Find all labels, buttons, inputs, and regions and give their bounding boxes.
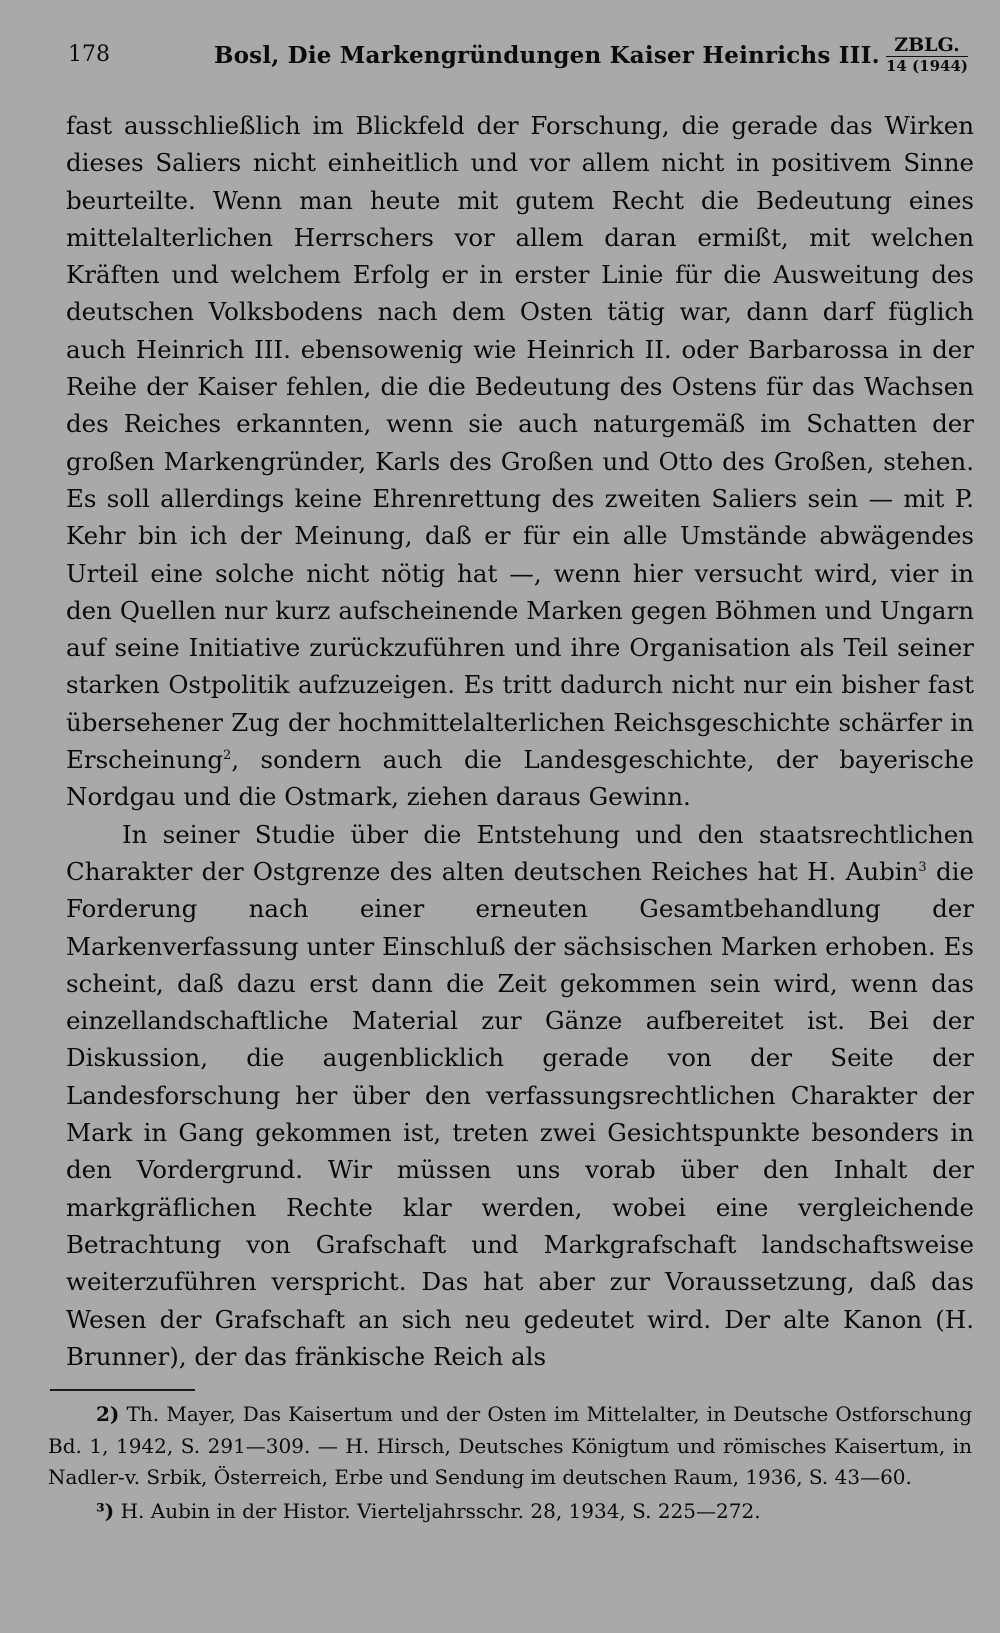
page-number: 178 [68,42,110,67]
paragraph [66,816,974,1375]
paragraph-text: , sondern auch die Landesgeschichte, der bayerische Nordgau und die Ostmark, ziehen daraus Gewinn. [66,745,974,812]
running-title: Bosl, Die Markengründungen Kaiser Heinrichs III. [214,42,880,69]
journal-volume: 14 (1944) [885,57,968,75]
footnote-reference: 3 [918,859,927,875]
footnotes [48,1399,972,1527]
paragraph [66,107,974,816]
footnote-text: H. Aubin in der Histor. Vierteljahrsschr. 28, 1934, S. 225—272. [120,1498,761,1523]
footnote [48,1399,972,1494]
footnote-divider [50,1389,195,1391]
journal-abbreviation: ZBLG. [886,36,968,57]
paragraph-text: fast ausschließlich im Blickfeld der Forschung, die gerade das Wirken dieses Saliers nicht einheitlich und vor allem nicht in positivem Sinne beurteilte. Wenn man heute mit gutem Recht die Bedeutung eines mittelalterlichen Herrschers vor allem daran ermißt, mit welchen Kräften und welchem Erfolg er in erster Linie für die Ausweitung des deutschen Volksbodens nach dem Osten tätig war, dann darf füglich auch Heinrich III. ebensowenig wie Heinrich II. oder Barbarossa in der Reihe der Kaiser fehlen, die die Bedeutung des Ostens für das Wachsen des Reiches erkannten, wenn sie auch naturgemäß im Schatten der großen Markengründer, Karls des Großen und Otto des Großen, stehen. Es soll allerdings keine Ehrenrettung des zweiten Saliers sein — mit P. Kehr bin ich der Meinung, daß er für ein alle Umstände abwägendes Urteil eine solche nicht nötig hat —, wenn hier versucht wird, vier in den Quellen nur kurz aufscheinende Marken gegen Böhmen und Ungarn auf seine Initiative zurückzuführen und ihre Organisation als Teil seiner starken Ostpolitik aufzuzeigen. Es tritt dadurch nicht nur ein bisher fast übersehener Zug der hochmittelalterlichen Reichsgeschichte schärfer in Erscheinung [66,111,974,775]
footnote [48,1496,972,1528]
paragraph-text: In seiner Studie über die Entstehung und den staatsrechtlichen Charakter der Ostgrenze des alten deutschen Reiches hat H. Aubin [66,819,974,886]
footnote-reference: 2 [223,748,232,764]
footnote-marker: 2) [96,1402,120,1426]
body-text [66,107,974,1375]
running-header [68,28,968,88]
footnote-text: Th. Mayer, Das Kaisertum und der Osten im Mittelalter, in Deutsche Ostforschung Bd. 1, 1942, S. 291—309. — H. Hirsch, Deutsches Königtum und römisches Kaisertum, in Nadler-v. Srbik, Österreich, Erbe und Sendung im deutschen Raum, 1936, S. 43—60. [48,1402,972,1489]
footnote-marker: ³) [96,1498,115,1523]
paragraph-text: die Forderung nach einer erneuten Gesamtbehandlung der Markenverfassung unter Einschluß der sächsischen Marken erhoben. Es scheint, daß dazu erst dann die Zeit gekommen sein wird, wenn das einzellandschaftliche Material zur Gänze aufbereitet ist. Bei der Diskussion, die augenblicklich gerade von der Seite der Landesforschung her über den verfassungsrechtlichen Charakter der Mark in Gang gekommen ist, treten zwei Gesichtspunkte besonders in den Vordergrund. Wir müssen uns vorab über den Inhalt der markgräflichen Rechte klar werden, wobei eine vergleichende Betrachtung von Grafschaft und Markgrafschaft landschaftsweise weiterzuführen verspricht. Das hat aber zur Voraussetzung, daß das Wesen der Grafschaft an sich neu gedeutet wird. Der alte Kanon (H. Brunner), der das fränkische Reich als [66,856,974,1371]
journal-reference [886,36,968,76]
